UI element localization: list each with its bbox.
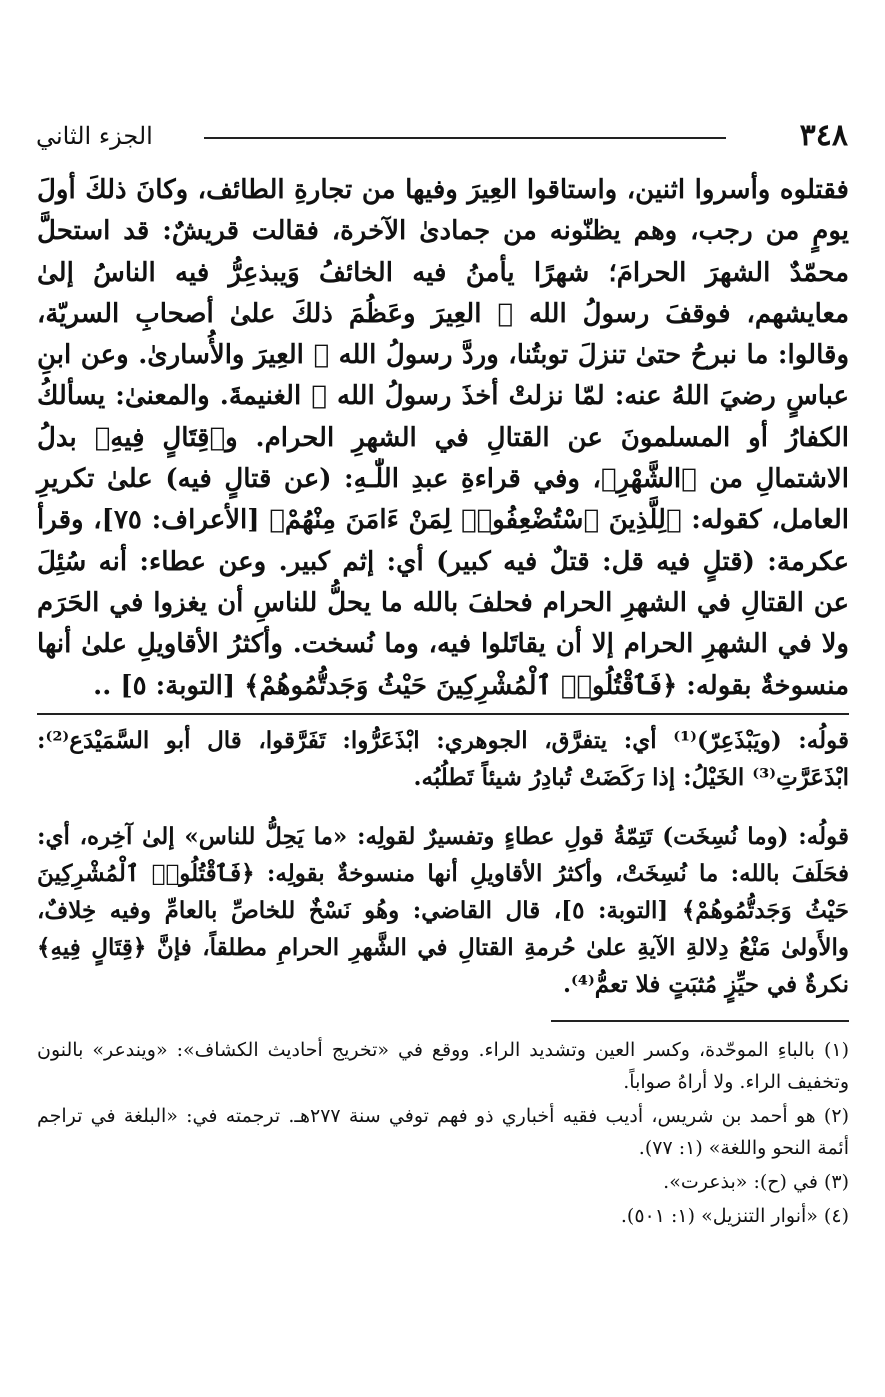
main-text — [37, 170, 849, 707]
header-rule — [204, 137, 726, 139]
page-header — [36, 118, 848, 162]
footnotes-divider — [551, 1020, 849, 1022]
running-title: الجزء الثاني — [36, 122, 153, 150]
footnote-2: (٢) هو أحمد بن شريس، أديب فقيه أخباري ذو فهم توفي سنة ٢٧٧هـ. ترجمته في: «البلغة في تراجم أئمة النحو واللغة» (١: ٧٧). — [37, 1105, 849, 1159]
commentary-paragraph-2: قولُه: (وما نُسِخَت) تَتِمّةُ قولِ عطاءٍ وتفسيرٌ لقولِه: «ما يَحِلُّ للناس» إلىٰ آخِره، أي: فحَلَفَ بالله: ما نُسِخَتْ، وأكثرُ الأقاويلِ أنها منسوخةٌ بقولِه: ﴿فَٱقْتُلُوا۟ ٱلْمُشْرِكِينَ حَيْثُ وَجَدتُّمُوهُمْ﴾ [التوبة: ٥]، قال القاضي: وهُو نَسْخٌ للخاصِّ بالعامِّ وفيه خِلافٌ، والأَولىٰ مَنْعُ دِلالةِ الآيةِ علىٰ حُرمةِ القتالِ في الشَّهرِ الحرامِ مطلقاً، فإنَّ ﴿قِتَالٍ فِيهِ﴾ نكرةٌ في حيِّزٍ مُثبَتٍ فلا تعمُّ⁽⁴⁾. — [37, 823, 849, 998]
page-number: ٣٤٨ — [799, 118, 848, 153]
commentary-paragraph-1: قولُه: (ويَبْذَعِرّ)⁽¹⁾ أي: يتفرَّق، الجوهري: ابْذَعَرُّوا: تَفَرَّقوا، قال أبو السَّمَيْدَع⁽²⁾: ابْذَعَرَّتِ⁽³⁾ الخَيْلُ: إذا رَكَضَتْ تُبادِرُ شيئاً تَطلُبُه. — [37, 727, 849, 791]
main-paragraph: فقتلوه وأسروا اثنين، واستاقوا العِيرَ وفيها من تجارةِ الطائف، وكانَ ذلكَ أولَ يومٍ من رجب، وهم يظنّونه من جمادىٰ الآخرة، فقالت قريشٌ: قد استحلَّ محمّدٌ الشهرَ الحرامَ؛ شهرًا يأمنُ فيه الخائفُ وَيبذعِرُّ فيه الناسُ إلىٰ معايشهم، فوقفَ رسولُ الله ﷺ العِيرَ وعَظُمَ ذلكَ علىٰ أصحابِ السريّة، وقالوا: ما نبرحُ حتىٰ تنزلَ توبتُنا، وردَّ رسولُ الله ﷺ العِيرَ والأُسارىٰ. وعن ابنِ عباسٍ رضيَ اللهُ عنه: لمّا نزلتْ أخذَ رسولُ الله ﷺ الغنيمةَ. والمعنىٰ: يسألكُ الكفارُ أو المسلمونَ عن القتالِ في الشهرِ الحرام. و﴿قِتَالٍ فِيهِ﴾ بدلُ الاشتمالِ من ﴿الشَّهْرِ﴾، وفي قراءةِ عبدِ اللّٰـهِ: (عن قتالٍ فيه) علىٰ تكريرِ العامل، كقوله: ﴿لِلَّذِينَ ٱسْتُضْعِفُوا۟ لِمَنْ ءَامَنَ مِنْهُمْ﴾ [الأعراف: ٧٥]، وقرأ عكرمة: (قتلٍ فيه قل: قتلٌ فيه كبير) أي: إثم كبير. وعن عطاء: أنه سُئِلَ عن القتالِ في الشهرِ الحرام فحلفَ بالله ما يحلُّ للناسِ أن يغزوا في الحَرَم ولا في الشهرِ الحرام إلا أن يقاتَلوا فيه، وما نُسخت. وأكثرُ الأقاويلِ علىٰ أنها منسوخةٌ بقوله: ﴿فَٱقْتُلُوا۟ ٱلْمُشْرِكِينَ حَيْثُ وَجَدتُّمُوهُمْ﴾ [التوبة: ٥] .. — [37, 175, 849, 701]
footnote-3: (٣) في (ح): «بذعرت». — [663, 1171, 849, 1193]
commentary — [37, 722, 849, 1025]
commentary-divider — [37, 713, 849, 715]
footnote-1: (١) بالباءِ الموحّدة، وكسر العين وتشديد الراء. ووقع في «تخريج أحاديث الكشاف»: «ويندعر» بالنون وتخفيف الراء. ولا أراهُ صواباً. — [37, 1039, 849, 1093]
footnote-4: (٤) «أنوار التنزيل» (١: ٥٠١). — [620, 1205, 849, 1227]
footnotes — [37, 1034, 849, 1234]
